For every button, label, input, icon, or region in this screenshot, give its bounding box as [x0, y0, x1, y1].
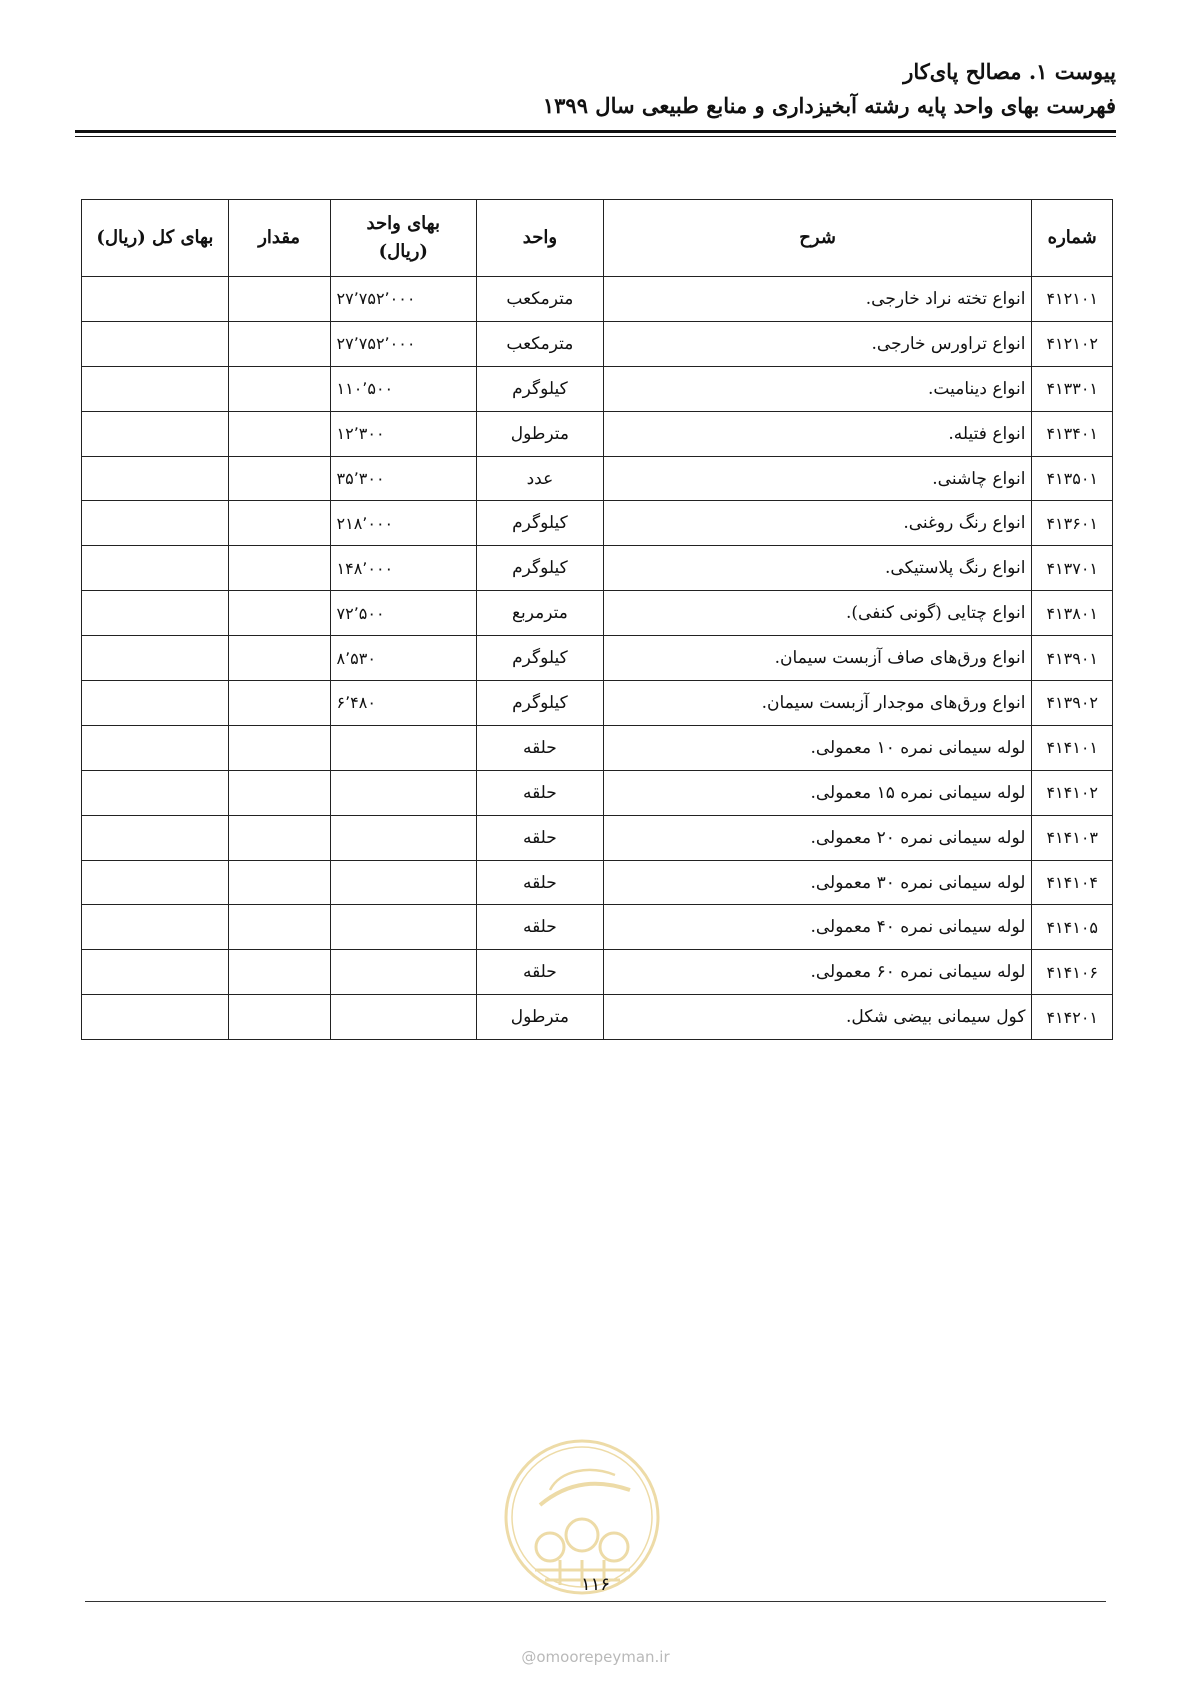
cell-quantity: [228, 770, 330, 815]
table-row: [82, 366, 1113, 411]
cell-description: لوله سیمانی نمره ۱۰ معمولی.: [603, 725, 1032, 770]
cell-total-price: [82, 950, 229, 995]
header-rule-thick: [75, 130, 1116, 133]
cell-total-price: [82, 905, 229, 950]
cell-unit-price: ۸٬۵۳۰: [330, 636, 477, 681]
cell-unit-price: ۶٬۴۸۰: [330, 681, 477, 726]
footer-rule: [85, 1601, 1106, 1602]
cell-unit-price: ۱۱۰٬۵۰۰: [330, 366, 477, 411]
cell-unit: حلقه: [477, 770, 604, 815]
cell-description: انواع چاشنی.: [603, 456, 1032, 501]
cell-unit-price: [330, 995, 477, 1040]
cell-unit: حلقه: [477, 905, 604, 950]
cell-description: لوله سیمانی نمره ۳۰ معمولی.: [603, 860, 1032, 905]
page-number: ۱۱۶: [580, 1574, 610, 1595]
cell-unit-price: ۲۷٬۷۵۲٬۰۰۰: [330, 277, 477, 322]
table-row: [82, 995, 1113, 1040]
cell-description: لوله سیمانی نمره ۴۰ معمولی.: [603, 905, 1032, 950]
cell-unit: حلقه: [477, 815, 604, 860]
cell-unit-price: [330, 815, 477, 860]
cell-description: انواع تراورس خارجی.: [603, 321, 1032, 366]
cell-number: ۴۱۴۲۰۱: [1032, 995, 1113, 1040]
cell-quantity: [228, 681, 330, 726]
table-header-row: [82, 200, 1113, 277]
cell-quantity: [228, 456, 330, 501]
cell-quantity: [228, 321, 330, 366]
cell-unit-price: [330, 770, 477, 815]
cell-total-price: [82, 366, 229, 411]
cell-description: کول سیمانی بیضی شکل.: [603, 995, 1032, 1040]
cell-unit-price: ۳۵٬۳۰۰: [330, 456, 477, 501]
cell-description: انواع تخته نراد خارجی.: [603, 277, 1032, 322]
cell-unit-price: ۲۱۸٬۰۰۰: [330, 501, 477, 546]
cell-total-price: [82, 725, 229, 770]
cell-description: لوله سیمانی نمره ۱۵ معمولی.: [603, 770, 1032, 815]
cell-number: ۴۱۴۱۰۶: [1032, 950, 1113, 995]
cell-number: ۴۱۳۹۰۱: [1032, 636, 1113, 681]
cell-number: ۴۱۳۸۰۱: [1032, 591, 1113, 636]
page-header: [75, 55, 1116, 123]
cell-number: ۴۱۴۱۰۳: [1032, 815, 1113, 860]
cell-quantity: [228, 411, 330, 456]
cell-unit: حلقه: [477, 725, 604, 770]
cell-unit: کیلوگرم: [477, 681, 604, 726]
cell-unit-price: ۱۲٬۳۰۰: [330, 411, 477, 456]
header-number: شماره: [1032, 200, 1113, 277]
header-unit: واحد: [477, 200, 604, 277]
cell-number: ۴۱۳۵۰۱: [1032, 456, 1113, 501]
cell-number: ۴۱۳۶۰۱: [1032, 501, 1113, 546]
cell-number: ۴۱۳۳۰۱: [1032, 366, 1113, 411]
cell-total-price: [82, 860, 229, 905]
cell-quantity: [228, 905, 330, 950]
cell-unit: مترطول: [477, 411, 604, 456]
header-unit-price: [330, 200, 477, 277]
cell-description: انواع فتیله.: [603, 411, 1032, 456]
table-row: [82, 905, 1113, 950]
website-watermark: @omoorepeyman.ir: [521, 1648, 670, 1666]
document-title: فهرست بهای واحد پایه رشته آبخیزداری و منابع طبیعی سال ۱۳۹۹: [542, 93, 1116, 118]
cell-quantity: [228, 950, 330, 995]
cell-unit-price: [330, 905, 477, 950]
cell-quantity: [228, 860, 330, 905]
cell-total-price: [82, 681, 229, 726]
table-row: [82, 770, 1113, 815]
cell-description: لوله سیمانی نمره ۶۰ معمولی.: [603, 950, 1032, 995]
header-quantity: مقدار: [228, 200, 330, 277]
cell-unit: کیلوگرم: [477, 636, 604, 681]
table-row: [82, 456, 1113, 501]
table-row: [82, 815, 1113, 860]
cell-unit: مترمربع: [477, 591, 604, 636]
header-unit-price-line1: بهای واحد: [366, 213, 440, 234]
cell-number: ۴۱۴۱۰۵: [1032, 905, 1113, 950]
table-row: [82, 591, 1113, 636]
cell-number: ۴۱۳۴۰۱: [1032, 411, 1113, 456]
cell-total-price: [82, 546, 229, 591]
header-unit-price-line2: (ریال): [378, 241, 428, 262]
cell-unit: حلقه: [477, 950, 604, 995]
cell-unit-price: ۷۲٬۵۰۰: [330, 591, 477, 636]
price-table: [81, 199, 1113, 1040]
cell-quantity: [228, 277, 330, 322]
cell-number: ۴۱۳۷۰۱: [1032, 546, 1113, 591]
cell-quantity: [228, 546, 330, 591]
cell-number: ۴۱۲۱۰۲: [1032, 321, 1113, 366]
cell-description: لوله سیمانی نمره ۲۰ معمولی.: [603, 815, 1032, 860]
cell-unit: عدد: [477, 456, 604, 501]
cell-unit-price: [330, 725, 477, 770]
cell-unit: کیلوگرم: [477, 501, 604, 546]
cell-unit-price: ۱۴۸٬۰۰۰: [330, 546, 477, 591]
table-row: [82, 860, 1113, 905]
table-row: [82, 636, 1113, 681]
table-row: [82, 321, 1113, 366]
table-row: [82, 546, 1113, 591]
cell-total-price: [82, 770, 229, 815]
cell-unit: حلقه: [477, 860, 604, 905]
cell-unit-price: ۲۷٬۷۵۲٬۰۰۰: [330, 321, 477, 366]
cell-description: انواع ورق‌های موجدار آزبست سیمان.: [603, 681, 1032, 726]
cell-unit: کیلوگرم: [477, 366, 604, 411]
cell-unit: کیلوگرم: [477, 546, 604, 591]
cell-total-price: [82, 321, 229, 366]
table-row: [82, 501, 1113, 546]
cell-quantity: [228, 366, 330, 411]
cell-total-price: [82, 995, 229, 1040]
cell-total-price: [82, 277, 229, 322]
cell-total-price: [82, 815, 229, 860]
cell-number: ۴۱۲۱۰۱: [1032, 277, 1113, 322]
cell-number: ۴۱۴۱۰۲: [1032, 770, 1113, 815]
appendix-title: پیوست ۱. مصالح پای‌کار: [903, 59, 1116, 84]
cell-description: انواع رنگ پلاستیکی.: [603, 546, 1032, 591]
cell-description: انواع چتایی (گونی کنفی).: [603, 591, 1032, 636]
cell-total-price: [82, 591, 229, 636]
cell-description: انواع دینامیت.: [603, 366, 1032, 411]
cell-number: ۴۱۳۹۰۲: [1032, 681, 1113, 726]
cell-total-price: [82, 501, 229, 546]
cell-number: ۴۱۴۱۰۱: [1032, 725, 1113, 770]
cell-quantity: [228, 815, 330, 860]
cell-unit-price: [330, 860, 477, 905]
header-rule-thin: [75, 136, 1116, 137]
table-row: [82, 725, 1113, 770]
cell-number: ۴۱۴۱۰۴: [1032, 860, 1113, 905]
cell-description: انواع رنگ روغنی.: [603, 501, 1032, 546]
header-total-price: بهای کل (ریال): [82, 200, 229, 277]
cell-total-price: [82, 456, 229, 501]
cell-description: انواع ورق‌های صاف آزبست سیمان.: [603, 636, 1032, 681]
table-row: [82, 277, 1113, 322]
cell-quantity: [228, 995, 330, 1040]
cell-unit: مترمکعب: [477, 277, 604, 322]
cell-quantity: [228, 725, 330, 770]
cell-total-price: [82, 411, 229, 456]
cell-total-price: [82, 636, 229, 681]
cell-unit: مترمکعب: [477, 321, 604, 366]
header-description: شرح: [603, 200, 1032, 277]
cell-quantity: [228, 591, 330, 636]
cell-unit: مترطول: [477, 995, 604, 1040]
cell-quantity: [228, 501, 330, 546]
table-row: [82, 681, 1113, 726]
table-row: [82, 950, 1113, 995]
cell-unit-price: [330, 950, 477, 995]
table-row: [82, 411, 1113, 456]
cell-quantity: [228, 636, 330, 681]
